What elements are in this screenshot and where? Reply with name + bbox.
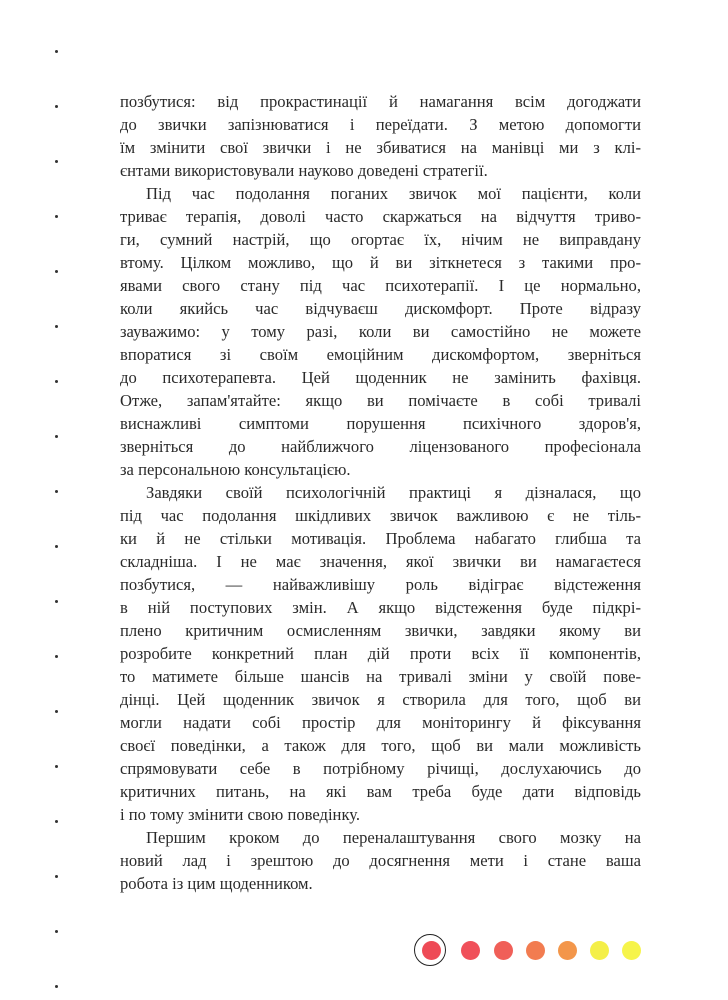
text-line: втому. Цілком можливо, що й ви зіткнетеся з такими про- bbox=[120, 253, 641, 272]
text-line: позбутися, — найважливішу роль відіграє відстеження bbox=[120, 575, 641, 594]
paragraph bbox=[120, 182, 641, 481]
progress-dot bbox=[461, 941, 480, 960]
text-line: критичних питань, на які вам треба буде дати відповідь bbox=[120, 782, 641, 801]
text-line: зверніться до найближчого ліцензованого професіонала bbox=[120, 437, 641, 456]
text-line: ги, сумний настрій, що огортає їх, нічим не виправдану bbox=[120, 230, 641, 249]
margin-bullet bbox=[55, 270, 58, 273]
margin-bullet bbox=[55, 105, 58, 108]
text-line: дінці. Цей щоденник звичок я створила для того, щоб ви bbox=[120, 690, 641, 709]
margin-bullet bbox=[55, 50, 58, 53]
text-line: Під час подолання поганих звичок мої пацієнти, коли bbox=[146, 184, 641, 203]
progress-dot bbox=[558, 941, 577, 960]
text-line: спрямовувати себе в потрібному річищі, дослухаючись до bbox=[120, 759, 641, 778]
progress-dot bbox=[622, 941, 641, 960]
text-line: до психотерапевта. Цей щоденник не замінить фахівця. bbox=[120, 368, 641, 387]
text-line: явами свого стану під час психотерапії. І це нормально, bbox=[120, 276, 641, 295]
text-line: єнтами використовували науково доведені стратегії. bbox=[120, 161, 488, 180]
text-line: їм змінити свої звички і не збиватися на манівці ми з клі- bbox=[120, 138, 641, 157]
margin-bullet bbox=[55, 655, 58, 658]
text-line: і по тому змінити свою поведінку. bbox=[120, 805, 361, 824]
margin-bullet bbox=[55, 710, 58, 713]
text-line: до звички запізнюватися і переїдати. З метою допомогти bbox=[120, 115, 641, 134]
text-line: Отже, запам'ятайте: якщо ви помічаєте в собі тривалі bbox=[120, 391, 641, 410]
margin-bullet-column bbox=[55, 0, 61, 1000]
text-line: могли надати собі простір для моніторингу й фіксування bbox=[120, 713, 641, 732]
margin-bullet bbox=[55, 325, 58, 328]
text-line: Завдяки своїй психологічній практиці я дізналася, що bbox=[146, 483, 641, 502]
text-line: триває терапія, доволі часто скаржаться на відчуття триво- bbox=[120, 207, 641, 226]
margin-bullet bbox=[55, 985, 58, 988]
margin-bullet bbox=[55, 875, 58, 878]
margin-bullet bbox=[55, 930, 58, 933]
paragraph bbox=[120, 90, 641, 182]
text-line: плено критичним осмисленням звички, завдяки якому ви bbox=[120, 621, 641, 640]
margin-bullet bbox=[55, 215, 58, 218]
text-line: то матимете більше шансів на тривалі зміни у своїй пове- bbox=[120, 667, 641, 686]
text-line: складніша. І не має значення, якої звички ви намагаєтеся bbox=[120, 552, 641, 571]
margin-bullet bbox=[55, 545, 58, 548]
margin-bullet bbox=[55, 765, 58, 768]
text-line: розробите конкретний план дій проти всіх її компонентів, bbox=[120, 644, 641, 663]
margin-bullet bbox=[55, 435, 58, 438]
body-text bbox=[120, 90, 641, 895]
margin-bullet bbox=[55, 380, 58, 383]
progress-dot bbox=[526, 941, 545, 960]
progress-dot bbox=[494, 941, 513, 960]
text-line: коли якийсь час відчуваєш дискомфорт. Проте відразу bbox=[120, 299, 641, 318]
margin-bullet bbox=[55, 600, 58, 603]
text-line: робота із цим щоденником. bbox=[120, 874, 313, 893]
progress-dot bbox=[590, 941, 609, 960]
progress-dots bbox=[414, 934, 654, 968]
text-line: в ній поступових змін. А якщо відстеження буде підкрі- bbox=[120, 598, 641, 617]
margin-bullet bbox=[55, 820, 58, 823]
text-line: зауважимо: у тому разі, коли ви самостійно не можете bbox=[120, 322, 641, 341]
text-line: новий лад і зрештою до досягнення мети і стане ваша bbox=[120, 851, 641, 870]
text-line: виснажливі симптоми порушення психічного здоров'я, bbox=[120, 414, 641, 433]
paragraph bbox=[120, 481, 641, 826]
text-line: під час подолання шкідливих звичок важливою є не тіль- bbox=[120, 506, 641, 525]
text-line: впоратися зі своїм емоційним дискомфортом, зверніться bbox=[120, 345, 641, 364]
paragraph bbox=[120, 826, 641, 895]
text-line: Першим кроком до переналаштування свого мозку на bbox=[146, 828, 641, 847]
text-line: позбутися: від прокрастинації й намагання всім догоджати bbox=[120, 92, 641, 111]
text-line: своєї поведінки, а також для того, щоб ви мали можливість bbox=[120, 736, 641, 755]
margin-bullet bbox=[55, 160, 58, 163]
text-line: за персональною консультацією. bbox=[120, 460, 351, 479]
current-dot-ring bbox=[414, 934, 446, 966]
text-line: ки й не стільки мотивація. Проблема набагато глибша та bbox=[120, 529, 641, 548]
margin-bullet bbox=[55, 490, 58, 493]
